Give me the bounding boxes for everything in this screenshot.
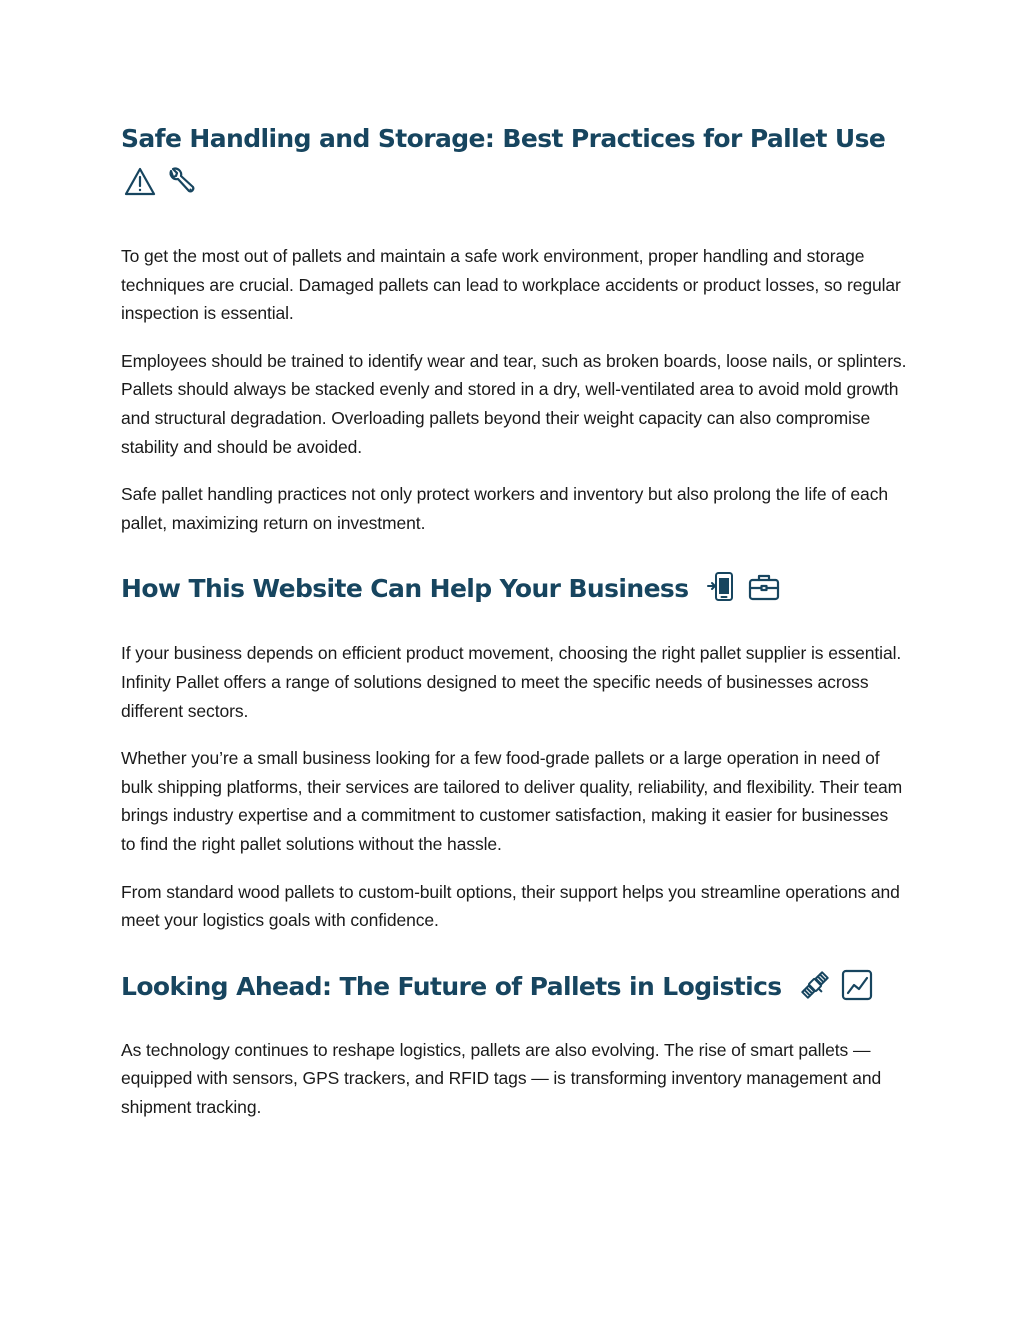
paragraph: Whether you’re a small business looking for a few food-grade pallets or a large operation in need of bulk shipping platforms, their services are tailored to deliver quality, reliability, and flexibility. Their team brings industry expertise and a commitment to customer satisfaction, making it easier for businesses to find the right pallet solutions without the hassle.: [121, 748, 903, 854]
wrench-icon: [165, 165, 199, 199]
paragraph: Employees should be trained to identify wear and tear, such as broken boards, loose nails, or splinters. Pallets should always be stacked evenly and stored in a dry, well-ventilated area to avoid mold growth and structural degradation. Overloading pallets beyond their weight capacity can also compromise stability and should be avoided.: [121, 350, 907, 457]
section-heading: [121, 118, 907, 160]
paragraph: As technology continues to reshape logistics, pallets are also evolving. The rise of smart pallets — equipped with sensors, GPS trackers, and RFID tags — is transforming inventory management and shipment tracking.: [121, 1039, 882, 1117]
section-future-of-pallets: [121, 966, 907, 1122]
briefcase-icon: [747, 570, 781, 604]
section-how-website-helps: [121, 568, 907, 934]
heading-text: Looking Ahead: The Future of Pallets in Logistics: [121, 971, 782, 1001]
mobile-phone-icon: [705, 570, 739, 604]
section-body: [121, 1036, 907, 1122]
trending-up-chart-icon: [840, 968, 874, 1002]
heading-icons: [705, 570, 781, 604]
heading-icons: [798, 968, 874, 1002]
paragraph: To get the most out of pallets and maintain a safe work environment, proper handling and storage techniques are crucial. Damaged pallets can lead to workplace accidents or product losses, so regular inspection is essential.: [121, 246, 901, 324]
heading-icons: [123, 160, 907, 204]
section-heading: [121, 966, 907, 1008]
paragraph: If your business depends on efficient product movement, choosing the right pallet supplier is essential. Infinity Pallet offers a range of solutions designed to meet the specific needs of businesses across different sectors.: [121, 643, 902, 721]
heading-text: How This Website Can Help Your Business: [121, 574, 689, 604]
section-heading: [121, 568, 907, 610]
document-page: [121, 118, 907, 1121]
paragraph: Safe pallet handling practices not only protect workers and inventory but also prolong the life of each pallet, maximizing return on investment.: [121, 484, 888, 533]
paragraph: From standard wood pallets to custom-built options, their support helps you streamline operations and meet your logistics goals with confidence.: [121, 881, 900, 931]
section-body: [121, 242, 907, 537]
warning-icon: [123, 165, 157, 199]
satellite-icon: [798, 968, 832, 1002]
section-safe-handling: [121, 118, 907, 537]
heading-text: Safe Handling and Storage: Best Practices for Pallet Use: [121, 124, 886, 153]
section-body: [121, 639, 907, 934]
